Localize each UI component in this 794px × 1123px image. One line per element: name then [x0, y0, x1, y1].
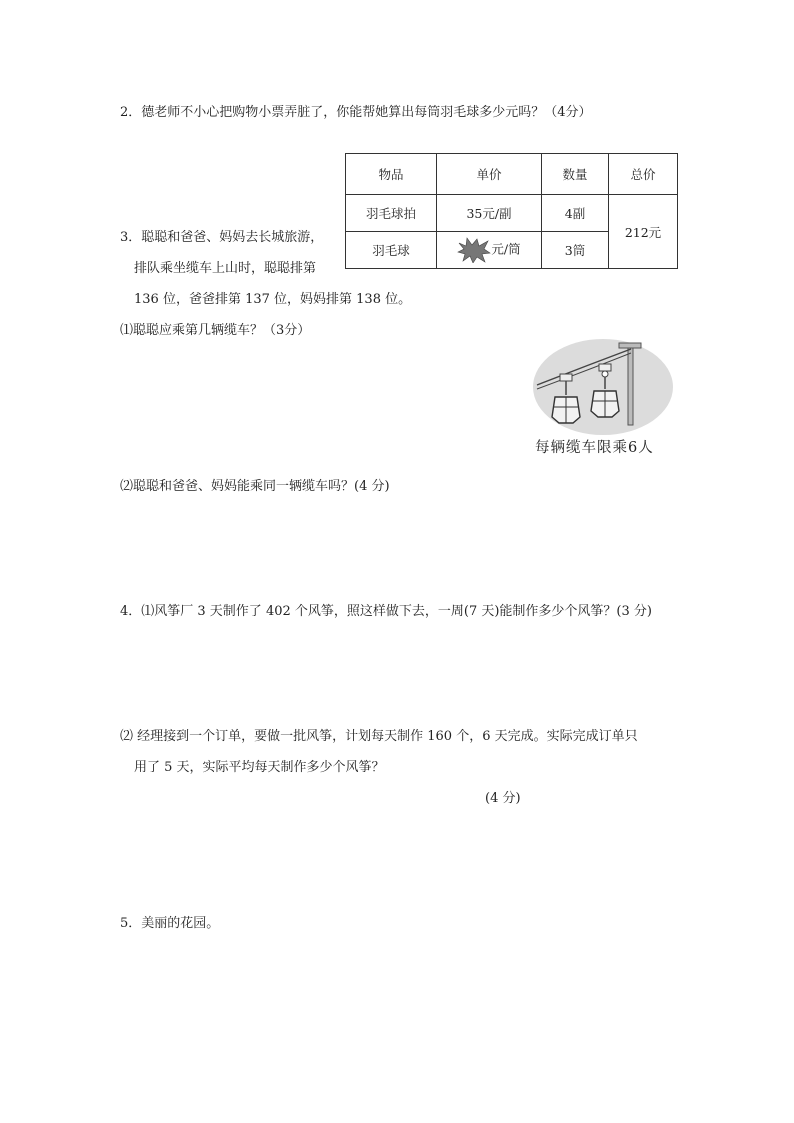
- question-3-line2: 排队乘坐缆车上山时，聪聪排第: [134, 261, 317, 276]
- header-item: 物品: [346, 154, 437, 195]
- cable-car-caption: 每辆缆车限乘6人: [535, 440, 654, 456]
- header-total: 总价: [609, 154, 678, 195]
- receipt-table: [345, 153, 678, 269]
- header-quantity: 数量: [542, 154, 609, 195]
- question-4-sub1: 4．⑴风筝厂 3 天制作了 402 个风筝，照这样做下去，一周(7 天)能制作多少个风筝？(3 分): [120, 604, 652, 619]
- row-price-stained: [437, 232, 542, 269]
- question-3-line1: 3．聪聪和爸爸、妈妈去长城旅游，: [120, 230, 324, 245]
- row-qty: 3筒: [542, 232, 609, 269]
- ink-stain-icon: [457, 237, 491, 263]
- row-price: 35元/副: [437, 195, 542, 232]
- question-3-sub1: ⑴聪聪应乘第几辆缆车？（3分）: [120, 323, 311, 338]
- header-unit-price: 单价: [437, 154, 542, 195]
- question-4-sub2-score: (4 分): [485, 791, 521, 806]
- row-qty: 4副: [542, 195, 609, 232]
- question-2-text: 2．德老师不小心把购物小票弄脏了，你能帮她算出每筒羽毛球多少元吗？（4分）: [120, 105, 592, 120]
- question-5-text: 5．美丽的花园。: [120, 916, 220, 931]
- receipt-header-row: [346, 154, 678, 195]
- row-price-unit: 元/筒: [491, 241, 521, 257]
- row-item: 羽毛球: [346, 232, 437, 269]
- question-4-sub2-line2: 用了 5 天，实际平均每天制作多少个风筝？: [134, 760, 385, 775]
- receipt-row: [346, 195, 678, 232]
- row-item: 羽毛球拍: [346, 195, 437, 232]
- question-3-sub2: ⑵聪聪和爸爸、妈妈能乘同一辆缆车吗？(4 分): [120, 479, 390, 494]
- question-4-sub2-line1: ⑵ 经理接到一个订单，要做一批风筝，计划每天制作 160 个，6 天完成。实际完成订单只: [120, 729, 638, 744]
- question-3-line3: 136 位，爸爸排第 137 位，妈妈排第 138 位。: [134, 292, 412, 307]
- row-total: 212元: [609, 195, 678, 269]
